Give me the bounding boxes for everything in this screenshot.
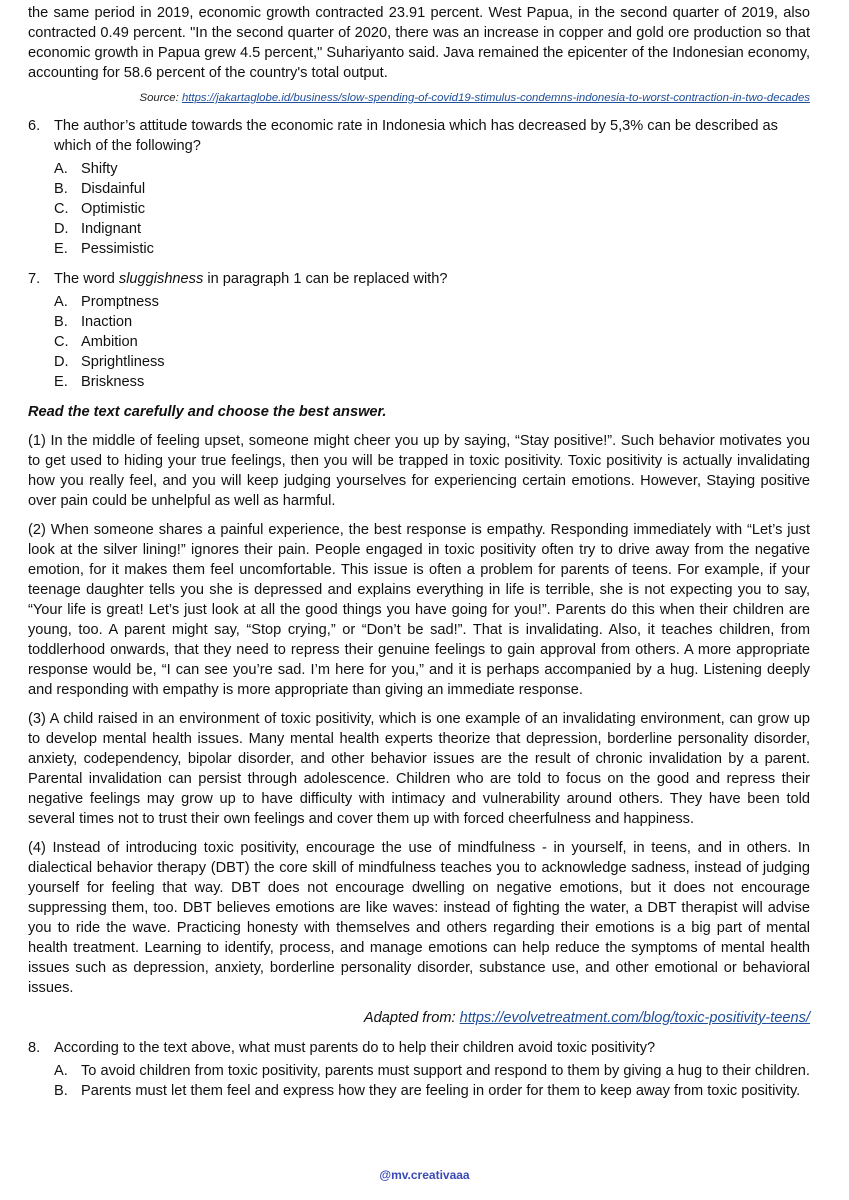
option-letter: D.: [54, 354, 69, 370]
source-citation: [28, 90, 810, 106]
question-7: [28, 269, 810, 289]
document-page: [28, 0, 810, 1101]
option-c[interactable]: [54, 332, 810, 352]
reading-paragraph-2: (2) When someone shares a painful experience, the best response is empathy. Responding immediately with “Let’s just look at the silver lining!” ignores their pain. People engaged in toxic positivity often try to drive away from the negative emotion, for it makes them feel uncomfortable. This issue is often a problem for parents of teens. For example, if your teenage daughter tells you she is depressed and explains everything in life is terrible, she is not expecting you to say, “Your life is great! Let’s just look at all the good things you have going for you!”. Parents do this when their children are young, too. A parent might say, “Stop crying,” or “Don’t be sad!”. That is invalidating. Also, it teaches children, from toddlerhood onwards, that they need to repress their genuine feelings to gain approval from others. A more appropriate response would be, “I can see you’re sad. I’m here for you,” and it is perhaps accompanied by a hug. Listening deeply and responding with empathy is more appropriate than giving an immediate response.: [28, 522, 810, 698]
option-letter: C.: [54, 201, 69, 217]
watermark: @mv.creativaaa: [379, 1168, 470, 1182]
question-text: [54, 269, 810, 289]
question-6-options: [54, 159, 810, 259]
option-letter: A.: [54, 161, 68, 177]
source-link[interactable]: https://jakartaglobe.id/business/slow-spending-of-covid19-stimulus-condemns-indonesia-to-worst-contraction-in-two-decades: [181, 92, 810, 104]
question-text-after: in paragraph 1 can be replaced with?: [203, 271, 448, 287]
option-b[interactable]: [54, 312, 810, 332]
question-number: 7.: [28, 271, 41, 287]
option-text: Inaction: [81, 314, 133, 330]
option-letter: B.: [54, 1083, 68, 1099]
option-text: To avoid children from toxic positivity, parents must support and respond to them by giving a hug to their children.: [81, 1063, 810, 1079]
option-letter: D.: [54, 221, 69, 237]
option-b[interactable]: [54, 1081, 810, 1101]
option-text: Disdainful: [81, 181, 146, 197]
option-text: Shifty: [81, 161, 118, 177]
intro-paragraph: the same period in 2019, economic growth contracted 23.91 percent. West Papua, in the second quarter of 2019, also contracted 0.49 percent. "In the second quarter of 2020, there was an increase in copper and gold ore production so that economic growth in Papua grew 4.5 percent," Suhariyanto said. Java remained the epicenter of the Indonesian economy, accounting for 58.6 percent of the country's total output.: [28, 5, 810, 81]
question-text: According to the text above, what must parents do to help their children avoid toxic positivity?: [54, 1040, 656, 1056]
option-a[interactable]: [54, 292, 810, 312]
question-number: 8.: [28, 1040, 41, 1056]
option-text: Briskness: [81, 374, 145, 390]
option-letter: A.: [54, 294, 68, 310]
reading-instruction: Read the text carefully and choose the best answer.: [28, 404, 387, 420]
option-a[interactable]: [54, 1061, 810, 1081]
question-7-options: [54, 292, 810, 392]
reading-paragraph-3: (3) A child raised in an environment of toxic positivity, which is one example of an invalidating environment, can grow up to develop mental health issues. Many mental health experts theorize that depression, borderline personality disorder, anxiety, codependency, bipolar disorder, and other behavior issues are the result of chronic invalidation by a parent. Parental invalidation can persist through adolescence. Children who are told to focus on the good and repress their negative feelings may grow up to have difficulty with intimacy and vulnerability around others. They have been told several times not to trust their own feelings and cover them up with forced cheerfulness and happiness.: [28, 711, 810, 827]
question-text: The author’s attitude towards the economic rate in Indonesia which has decreased by 5,3% can be described as which of the following?: [54, 118, 778, 154]
reading-paragraph-4: (4) Instead of introducing toxic positivity, encourage the use of mindfulness - in yourself, in teens, and in others. In dialectical behavior therapy (DBT) the core skill of mindfulness teaches you to acknowledge sadness, instead of judging yourself for feeling that way. DBT does not encourage dwelling on negative emotions, but it does not encourage suppressing them, too. DBT believes emotions are like waves: instead of fighting the water, a DBT therapist will advise you to ride the wave. Practicing honesty with themselves and others regarding their emotions is a big part of mental health treatment. Learning to identify, process, and manage emotions can help reduce the symptoms of mental health issues such as depression, anxiety, borderline personality disorder, substance use, and other emotional or behavioral issues.: [28, 840, 810, 996]
option-e[interactable]: [54, 372, 810, 392]
adapted-citation: [28, 1008, 810, 1028]
option-text: Promptness: [81, 294, 159, 310]
option-text: Parents must let them feel and express how they are feeling in order for them to keep away from toxic positivity.: [81, 1083, 801, 1099]
question-number: 6.: [28, 118, 41, 134]
question-8: [28, 1038, 810, 1058]
option-e[interactable]: [54, 239, 810, 259]
reading-paragraph-1: (1) In the middle of feeling upset, someone might cheer you up by saying, “Stay positive!”. Such behavior motivates you to get used to hiding your true feelings, then you will be trapped in toxic positivity. Toxic positivity is actually invalidating how you really feel, and you will keep judging yourselves for experiencing certain emotions. However, Staying positive over pain could be unhelpful as well as harmful.: [28, 433, 810, 509]
option-text: Ambition: [81, 334, 138, 350]
option-text: Sprightliness: [81, 354, 165, 370]
question-6: [28, 116, 810, 156]
question-emphasized-word: sluggishness: [118, 271, 204, 287]
source-label: Source:: [139, 92, 179, 104]
option-letter: B.: [54, 181, 68, 197]
option-text: Pessimistic: [81, 241, 154, 257]
adapted-link[interactable]: https://evolvetreatment.com/blog/toxic-positivity-teens/: [459, 1010, 810, 1026]
option-letter: E.: [54, 374, 68, 390]
question-8-options: [54, 1061, 810, 1101]
option-a[interactable]: [54, 159, 810, 179]
option-letter: C.: [54, 334, 69, 350]
option-letter: B.: [54, 314, 68, 330]
option-d[interactable]: [54, 352, 810, 372]
option-letter: E.: [54, 241, 68, 257]
option-b[interactable]: [54, 179, 810, 199]
question-text-before: The word: [54, 271, 119, 287]
adapted-label: Adapted from:: [363, 1010, 456, 1026]
option-c[interactable]: [54, 199, 810, 219]
option-text: Optimistic: [81, 201, 146, 217]
option-text: Indignant: [81, 221, 142, 237]
option-letter: A.: [54, 1063, 68, 1079]
option-d[interactable]: [54, 219, 810, 239]
